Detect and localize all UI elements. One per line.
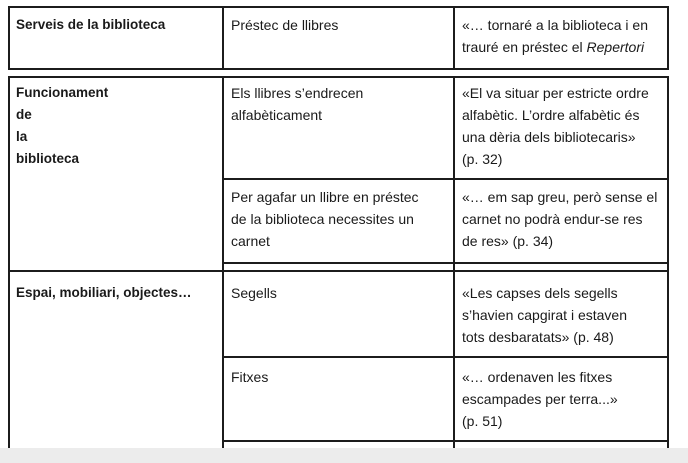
- rule-right-1: [667, 6, 669, 70]
- rule-mid-2: [222, 76, 224, 448]
- rule-row3-bottom: [222, 356, 669, 358]
- rule-mid2-1: [453, 6, 455, 70]
- rule-top-2: [8, 76, 669, 78]
- rule-mid2-2: [453, 76, 455, 448]
- rule-mid-1: [222, 6, 224, 70]
- row4-quote: «… ordenaven les fitxes escampades per terra...» (p. 51): [462, 369, 618, 429]
- rule-row2b-bottom: [222, 262, 669, 264]
- row3-topic: Segells: [231, 285, 277, 301]
- rule-top-1: [8, 6, 669, 8]
- row1-topic: Préstec de llibres: [231, 17, 339, 33]
- row1-category: Serveis de la biblioteca: [16, 17, 166, 32]
- row4-topic: Fitxes: [231, 369, 269, 385]
- row2b-quote: «… em sap greu, però sense el carnet no podrà endur-se res de res» (p. 34): [462, 189, 658, 249]
- rule-right-2: [667, 76, 669, 448]
- page-bottom-edge: [0, 448, 688, 463]
- rule-row4-bottom: [222, 440, 669, 442]
- rule-left-2: [8, 76, 10, 448]
- row2a-quote: «El va situar per estricte ordre alfabètic. L’ordre alfabètic és una dèria dels bibliotecaris» (p. 32): [462, 85, 649, 167]
- row3-category: Espai, mobiliari, objectes…: [16, 285, 192, 300]
- rule-left-1: [8, 6, 10, 70]
- row2a-topic: Els llibres s’endrecen alfabèticament: [231, 85, 364, 123]
- row1-quote: «… tornaré a la biblioteca i en trauré en préstec el Repertori: [462, 17, 648, 55]
- row3-quote: «Les capses dels segells s’havien capgirat i estaven tots desbaratats» (p. 48): [462, 285, 627, 345]
- rule-row2a-bottom: [222, 178, 669, 180]
- rule-bottom-1: [8, 68, 669, 70]
- row2b-topic: Per agafar un llibre en préstec de la biblioteca necessites un carnet: [231, 189, 419, 249]
- row2-category: Funcionament de la biblioteca: [16, 85, 109, 166]
- rule-row2-bottom: [8, 270, 669, 272]
